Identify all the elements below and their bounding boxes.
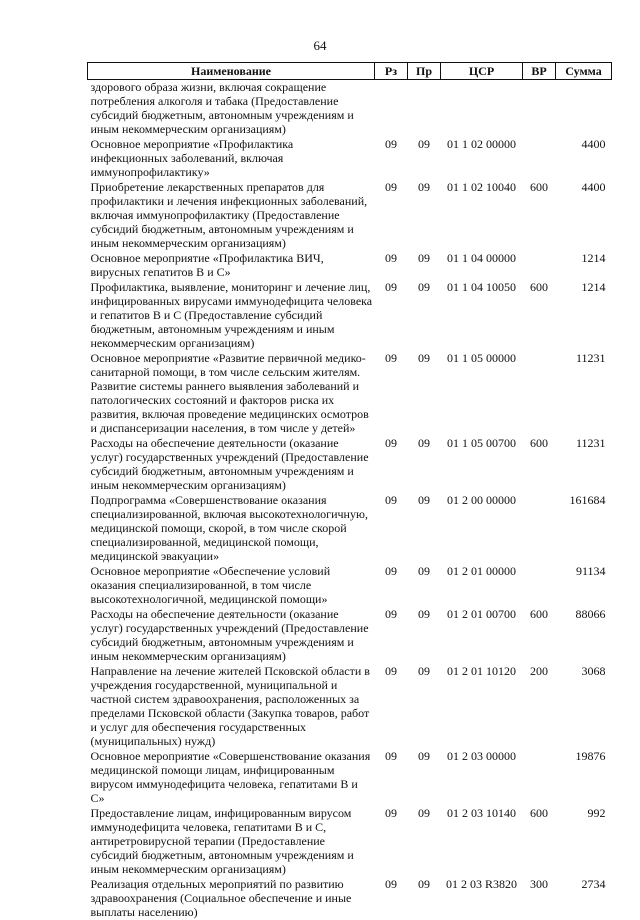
row-pr: 09	[418, 877, 430, 891]
budget-table	[87, 62, 612, 920]
table-row	[88, 351, 612, 436]
row-name: Реализация отдельных мероприятий по развитию здравоохранения (Социальное обеспечение и иные выплаты населению)	[90, 877, 352, 919]
row-rz: 09	[385, 493, 397, 507]
table-row	[88, 806, 612, 877]
row-vr: 600	[530, 607, 548, 621]
row-name: Профилактика, выявление, мониторинг и лечение лиц, инфицированных вирусами иммунодефицита человека и гепатитов В и С (Предоставление субсидий бюджетным, автономным учреждениям и иным некоммерческим организациям)	[90, 280, 373, 350]
row-vr	[523, 80, 556, 138]
row-rz: 09	[385, 351, 397, 365]
row-csr: 01 1 02 00000	[447, 137, 516, 151]
row-name: Приобретение лекарственных препаратов для профилактики и лечения инфекционных заболеваний, включая иммунопрофилактику (Предоставление субсидий бюджетным, автономным учреждениям и иным некоммерческим организациям)	[90, 180, 368, 250]
row-csr: 01 2 00 00000	[447, 493, 516, 507]
row-csr: 01 1 05 00000	[447, 351, 516, 365]
header-pr: Пр	[408, 63, 441, 80]
row-name: Направление на лечение жителей Псковской области в учреждения государственной, муниципальной и частной систем здравоохранения, расположенных за пределами Псковской области (Закупка товаров, работ и услуг для обеспечения государственных (муниципальных) нужд)	[90, 664, 370, 748]
row-name: Основное мероприятие «Совершенствование оказания медицинской помощи лицам, инфицированным вирусом иммунодефицита человека, гепатитами В и С»	[90, 749, 371, 805]
row-csr: 01 1 04 00000	[447, 251, 516, 265]
row-name: Основное мероприятие «Профилактика ВИЧ, вирусных гепатитов В и С»	[90, 251, 324, 279]
row-name: Основное мероприятие «Развитие первичной медико-санитарной помощи, в том числе сельским жителям. Развитие системы раннего выявления заболеваний и патологических состояний и факторов риска их развития, включая проведение медицинских осмотров и диспансеризации населения, в том числе у детей»	[90, 351, 369, 435]
row-sum: 1214	[581, 251, 606, 265]
header-sum: Сумма	[556, 63, 612, 80]
row-rz: 09	[385, 436, 397, 450]
row-csr: 01 2 01 00700	[447, 607, 516, 621]
row-sum: 11231	[575, 436, 606, 450]
table-row	[88, 607, 612, 664]
row-vr: 600	[530, 180, 548, 194]
row-vr: 600	[530, 280, 548, 294]
row-pr: 09	[418, 251, 430, 265]
row-rz: 09	[385, 664, 397, 678]
row-sum: 1214	[581, 280, 606, 294]
row-rz: 09	[385, 806, 397, 820]
row-pr: 09	[418, 564, 430, 578]
table-row	[88, 493, 612, 564]
table-row	[88, 564, 612, 607]
row-vr	[523, 137, 556, 180]
table-row	[88, 80, 612, 138]
row-sum: 4400	[581, 180, 606, 194]
row-vr: 600	[530, 436, 548, 450]
header-name: Наименование	[88, 63, 375, 80]
row-name: Основное мероприятие «Обеспечение условий оказания специализированной, в том числе высокотехнологичной, медицинской помощи»	[90, 564, 331, 606]
row-name: Основное мероприятие «Профилактика инфекционных заболеваний, включая иммунопрофилактику»	[90, 137, 294, 179]
row-pr: 09	[418, 351, 430, 365]
row-csr: 01 1 05 00700	[447, 436, 516, 450]
table-row	[88, 280, 612, 351]
row-rz: 09	[385, 607, 397, 621]
row-rz: 09	[385, 280, 397, 294]
row-sum: 161684	[569, 493, 606, 507]
row-name: Подпрограмма «Совершенствование оказания специализированной, включая высокотехнологичную, медицинской помощи, скорой, в том числе скорой специализированной, медицинской помощи, медицинской эвакуации»	[90, 493, 368, 563]
row-rz: 09	[385, 137, 397, 151]
table-row	[88, 137, 612, 180]
row-csr: 01 2 01 10120	[447, 664, 516, 678]
row-pr: 09	[418, 436, 430, 450]
row-pr: 09	[418, 137, 430, 151]
header-csr: ЦСР	[441, 63, 523, 80]
row-rz: 09	[385, 180, 397, 194]
row-pr: 09	[418, 749, 430, 763]
row-name: Расходы на обеспечение деятельности (оказание услуг) государственных учреждений (Предоставление субсидий бюджетным, автономным учреждениям и иным некоммерческим организациям)	[90, 436, 369, 492]
row-sum: 3068	[581, 664, 606, 678]
row-sum: 88066	[575, 607, 606, 621]
row-csr: 01 2 03 10140	[447, 806, 516, 820]
row-vr: 200	[530, 664, 548, 678]
row-sum	[556, 80, 612, 138]
row-pr: 09	[418, 607, 430, 621]
table-row	[88, 436, 612, 493]
header-vr: ВР	[523, 63, 556, 80]
row-csr	[441, 80, 523, 138]
row-pr: 09	[418, 493, 430, 507]
row-vr	[523, 493, 556, 564]
row-sum: 19876	[575, 749, 606, 763]
row-pr	[408, 80, 441, 138]
row-pr: 09	[418, 180, 430, 194]
row-name: Предоставление лицам, инфицированным вирусом иммунодефицита человека, гепатитами В и С, антиретровирусной терапии (Предоставление субсидий бюджетным, автономным учреждениям и иным некоммерческим организациям)	[90, 806, 354, 876]
table-row	[88, 251, 612, 280]
page-number: 64	[313, 38, 327, 53]
row-pr: 09	[418, 664, 430, 678]
table-header-row	[88, 63, 612, 80]
row-csr: 01 2 03 00000	[447, 749, 516, 763]
row-csr: 01 2 01 00000	[447, 564, 516, 578]
row-rz: 09	[385, 749, 397, 763]
row-sum: 11231	[575, 351, 606, 365]
row-sum: 992	[587, 806, 606, 820]
row-vr: 600	[530, 806, 548, 820]
row-vr	[523, 749, 556, 806]
row-name: здорового образа жизни, включая сокращение потребления алкоголя и табака (Предоставление субсидий бюджетным, автономным учреждениям и иным некоммерческим организациям)	[90, 80, 354, 136]
row-csr: 01 1 02 10040	[447, 180, 516, 194]
row-rz	[375, 80, 408, 138]
row-pr: 09	[418, 806, 430, 820]
row-vr	[523, 251, 556, 280]
row-rz: 09	[385, 564, 397, 578]
row-vr	[523, 351, 556, 436]
row-vr: 300	[530, 877, 548, 891]
row-name: Расходы на обеспечение деятельности (оказание услуг) государственных учреждений (Предоставление субсидий бюджетным, автономным учреждениям и иным некоммерческим организациям)	[90, 607, 369, 663]
row-csr: 01 1 04 10050	[447, 280, 516, 294]
table-row	[88, 664, 612, 749]
table-row	[88, 749, 612, 806]
row-csr: 01 2 03 R3820	[445, 877, 517, 891]
row-pr: 09	[418, 280, 430, 294]
row-rz: 09	[385, 251, 397, 265]
row-rz: 09	[385, 877, 397, 891]
row-sum: 4400	[581, 137, 606, 151]
header-rz: Рз	[375, 63, 408, 80]
table-row	[88, 877, 612, 920]
table-row	[88, 180, 612, 251]
row-sum: 2734	[581, 877, 606, 891]
row-sum: 91134	[575, 564, 606, 578]
row-vr	[523, 564, 556, 607]
